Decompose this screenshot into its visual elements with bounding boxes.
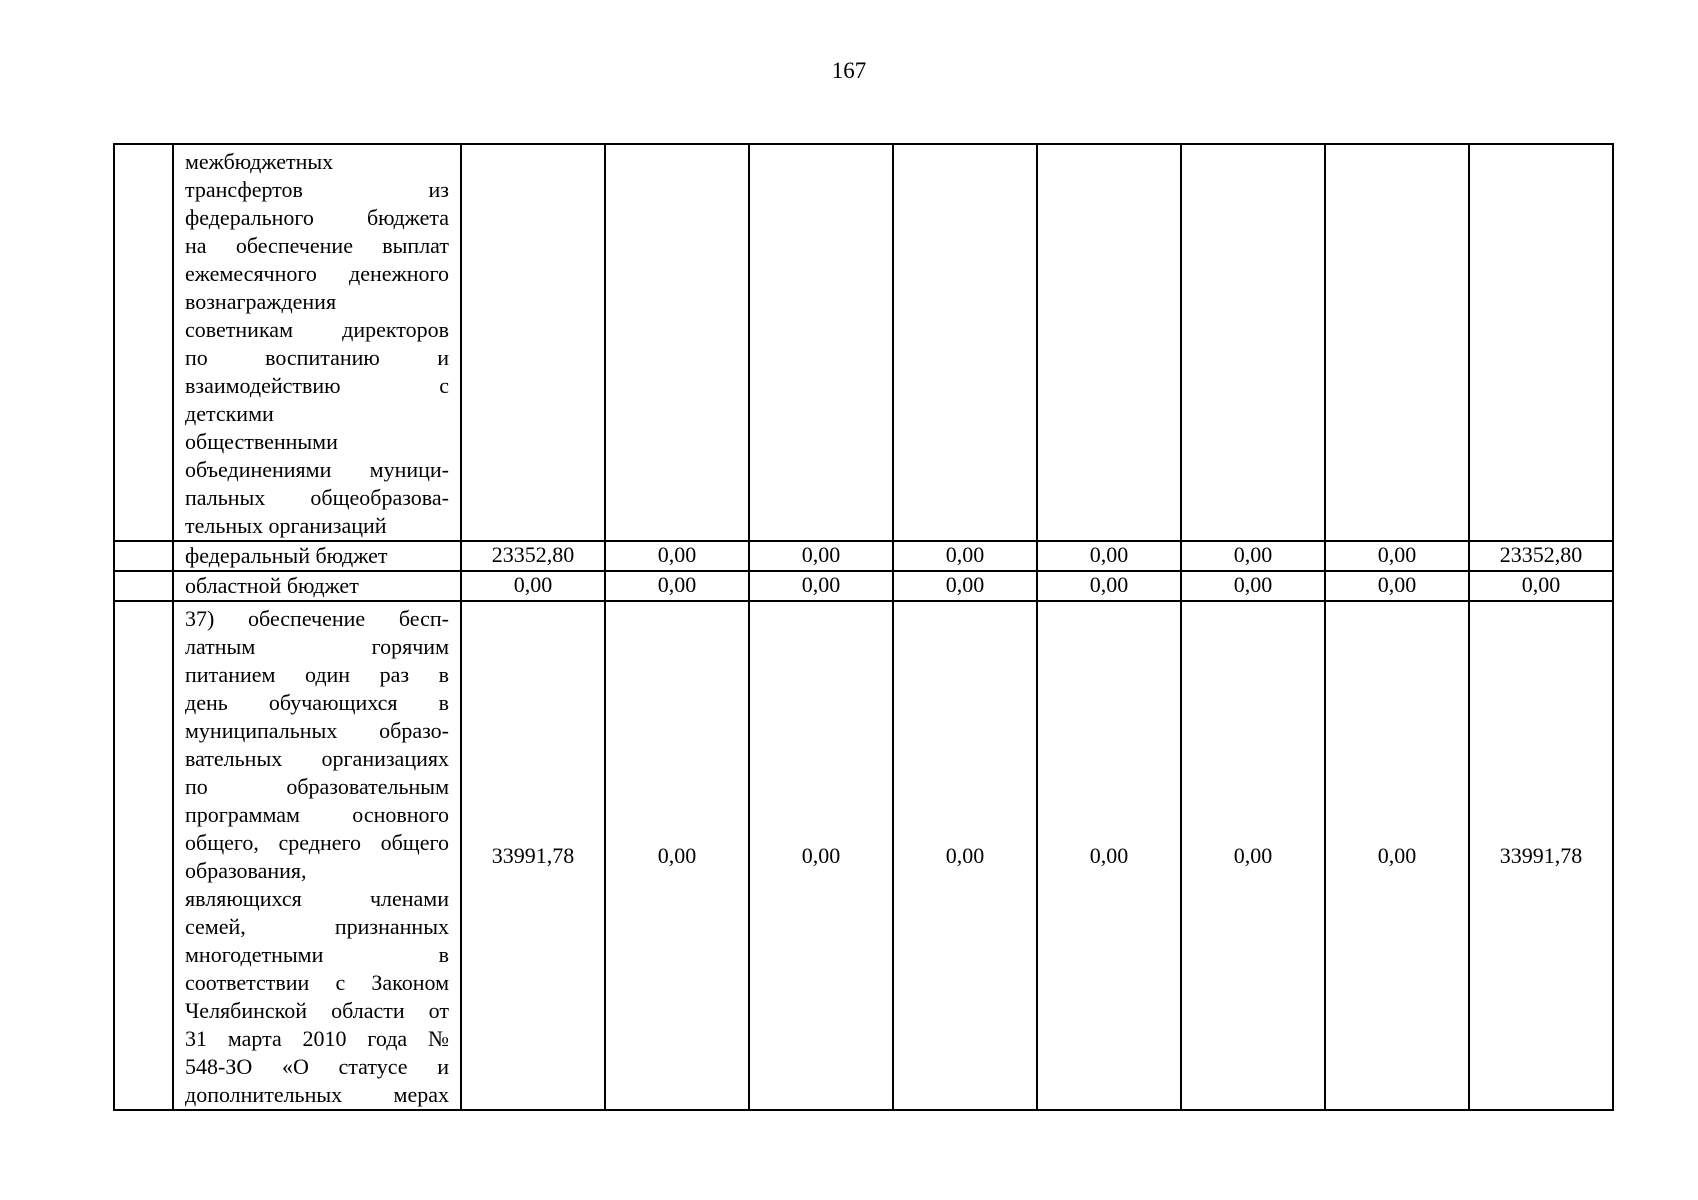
item-name-text: областной бюджет bbox=[185, 573, 359, 598]
name-line: день обучающихся в bbox=[185, 690, 449, 715]
value-cell bbox=[1325, 601, 1469, 1110]
value-cell bbox=[1469, 571, 1613, 601]
cell-value: 0,00 bbox=[1521, 572, 1561, 597]
value-cell bbox=[461, 571, 605, 601]
item-name-cell bbox=[173, 144, 461, 541]
value-cell bbox=[1181, 144, 1325, 541]
page-number: 167 bbox=[831, 58, 867, 83]
row-number-cell bbox=[114, 144, 173, 541]
value-cell bbox=[749, 144, 893, 541]
name-line: вознаграждения bbox=[185, 289, 337, 314]
name-line: вательных организациях bbox=[185, 746, 449, 771]
cell-value: 0,00 bbox=[1089, 542, 1129, 567]
cell-value: 23352,80 bbox=[491, 542, 575, 567]
name-line: образования, bbox=[185, 858, 307, 883]
value-cell bbox=[605, 144, 749, 541]
cell-value: 0,00 bbox=[657, 572, 697, 597]
value-cell bbox=[1181, 601, 1325, 1110]
name-line: на обеспечение выплат bbox=[185, 233, 449, 258]
value-cell bbox=[749, 541, 893, 571]
row-number-cell bbox=[114, 601, 173, 1110]
cell-value: 0,00 bbox=[1089, 572, 1129, 597]
cell-value: 0,00 bbox=[1089, 842, 1129, 868]
budget-table bbox=[113, 143, 1614, 1111]
name-line: многодетными в bbox=[185, 942, 449, 967]
value-cell bbox=[749, 601, 893, 1110]
cell-value: 0,00 bbox=[513, 572, 553, 597]
cell-value: 0,00 bbox=[945, 542, 985, 567]
cell-value: 0,00 bbox=[945, 572, 985, 597]
value-cell bbox=[1325, 571, 1469, 601]
table-row bbox=[114, 571, 1613, 601]
value-cell bbox=[461, 601, 605, 1110]
name-line: латным горячим bbox=[185, 634, 449, 659]
name-line: 31 марта 2010 года № bbox=[185, 1026, 449, 1051]
value-cell bbox=[605, 571, 749, 601]
name-line: по воспитанию и bbox=[185, 345, 449, 370]
table-row bbox=[114, 541, 1613, 571]
cell-value: 33991,78 bbox=[491, 842, 575, 868]
cell-value: 0,00 bbox=[1377, 542, 1417, 567]
value-cell bbox=[893, 541, 1037, 571]
item-name-text bbox=[174, 602, 460, 1109]
value-cell bbox=[749, 571, 893, 601]
name-line: межбюджетных bbox=[185, 149, 334, 174]
item-name-text bbox=[174, 145, 460, 540]
value-cell bbox=[1469, 144, 1613, 541]
value-cell bbox=[1037, 541, 1181, 571]
name-line: общего, среднего общего bbox=[185, 830, 449, 855]
value-cell bbox=[605, 601, 749, 1110]
name-line: ежемесячного денежного bbox=[185, 261, 449, 286]
table-row bbox=[114, 601, 1613, 1110]
value-cell bbox=[1037, 601, 1181, 1110]
value-cell bbox=[893, 144, 1037, 541]
name-line: программам основного bbox=[185, 802, 449, 827]
name-line: семей, признанных bbox=[185, 914, 449, 939]
name-line: советникам директоров bbox=[185, 317, 449, 342]
name-line: федерального бюджета bbox=[185, 205, 449, 230]
item-name-cell bbox=[173, 601, 461, 1110]
value-cell bbox=[1037, 144, 1181, 541]
name-line: трансфертов из bbox=[185, 177, 449, 202]
cell-value: 0,00 bbox=[1233, 842, 1273, 868]
value-cell bbox=[1325, 144, 1469, 541]
cell-value: 0,00 bbox=[1233, 572, 1273, 597]
value-cell bbox=[461, 541, 605, 571]
cell-value: 0,00 bbox=[801, 842, 841, 868]
value-cell bbox=[1037, 571, 1181, 601]
value-cell bbox=[893, 571, 1037, 601]
value-cell bbox=[1469, 601, 1613, 1110]
value-cell bbox=[461, 144, 605, 541]
value-cell bbox=[1469, 541, 1613, 571]
cell-value: 0,00 bbox=[657, 542, 697, 567]
name-line: Челябинской области от bbox=[185, 998, 449, 1023]
name-line: муниципальных образо- bbox=[185, 718, 449, 743]
value-cell bbox=[893, 601, 1037, 1110]
name-line: по образовательным bbox=[185, 774, 449, 799]
value-cell bbox=[1181, 571, 1325, 601]
value-cell bbox=[605, 541, 749, 571]
name-line: взаимодействию с bbox=[185, 373, 449, 398]
cell-value: 0,00 bbox=[801, 572, 841, 597]
row-number-cell bbox=[114, 541, 173, 571]
name-line: являющихся членами bbox=[185, 886, 449, 911]
cell-value: 0,00 bbox=[657, 842, 697, 868]
item-name-text: федеральный бюджет bbox=[185, 543, 388, 568]
cell-value: 23352,80 bbox=[1499, 542, 1583, 567]
cell-value: 0,00 bbox=[945, 842, 985, 868]
name-line: дополнительных мерах bbox=[185, 1082, 449, 1107]
name-line: питанием один раз в bbox=[185, 662, 449, 687]
name-line: пальных общеобразова- bbox=[185, 485, 449, 510]
value-cell bbox=[1181, 541, 1325, 571]
name-line: соответствии с Законом bbox=[185, 970, 449, 995]
row-number-cell bbox=[114, 571, 173, 601]
cell-value: 0,00 bbox=[1377, 572, 1417, 597]
name-line: 548-ЗО «О статусе и bbox=[185, 1054, 449, 1079]
item-name-cell bbox=[173, 571, 461, 601]
cell-value: 33991,78 bbox=[1499, 842, 1583, 868]
name-line: тельных организаций bbox=[185, 513, 387, 538]
name-line: объединениями муници- bbox=[185, 457, 449, 482]
table-row bbox=[114, 144, 1613, 541]
item-name-cell bbox=[173, 541, 461, 571]
name-line: общественными bbox=[185, 429, 338, 454]
cell-value: 0,00 bbox=[1233, 542, 1273, 567]
value-cell bbox=[1325, 541, 1469, 571]
name-line: детскими bbox=[185, 401, 274, 426]
cell-value: 0,00 bbox=[801, 542, 841, 567]
name-line: 37) обеспечение бесп- bbox=[185, 606, 449, 631]
cell-value: 0,00 bbox=[1377, 842, 1417, 868]
